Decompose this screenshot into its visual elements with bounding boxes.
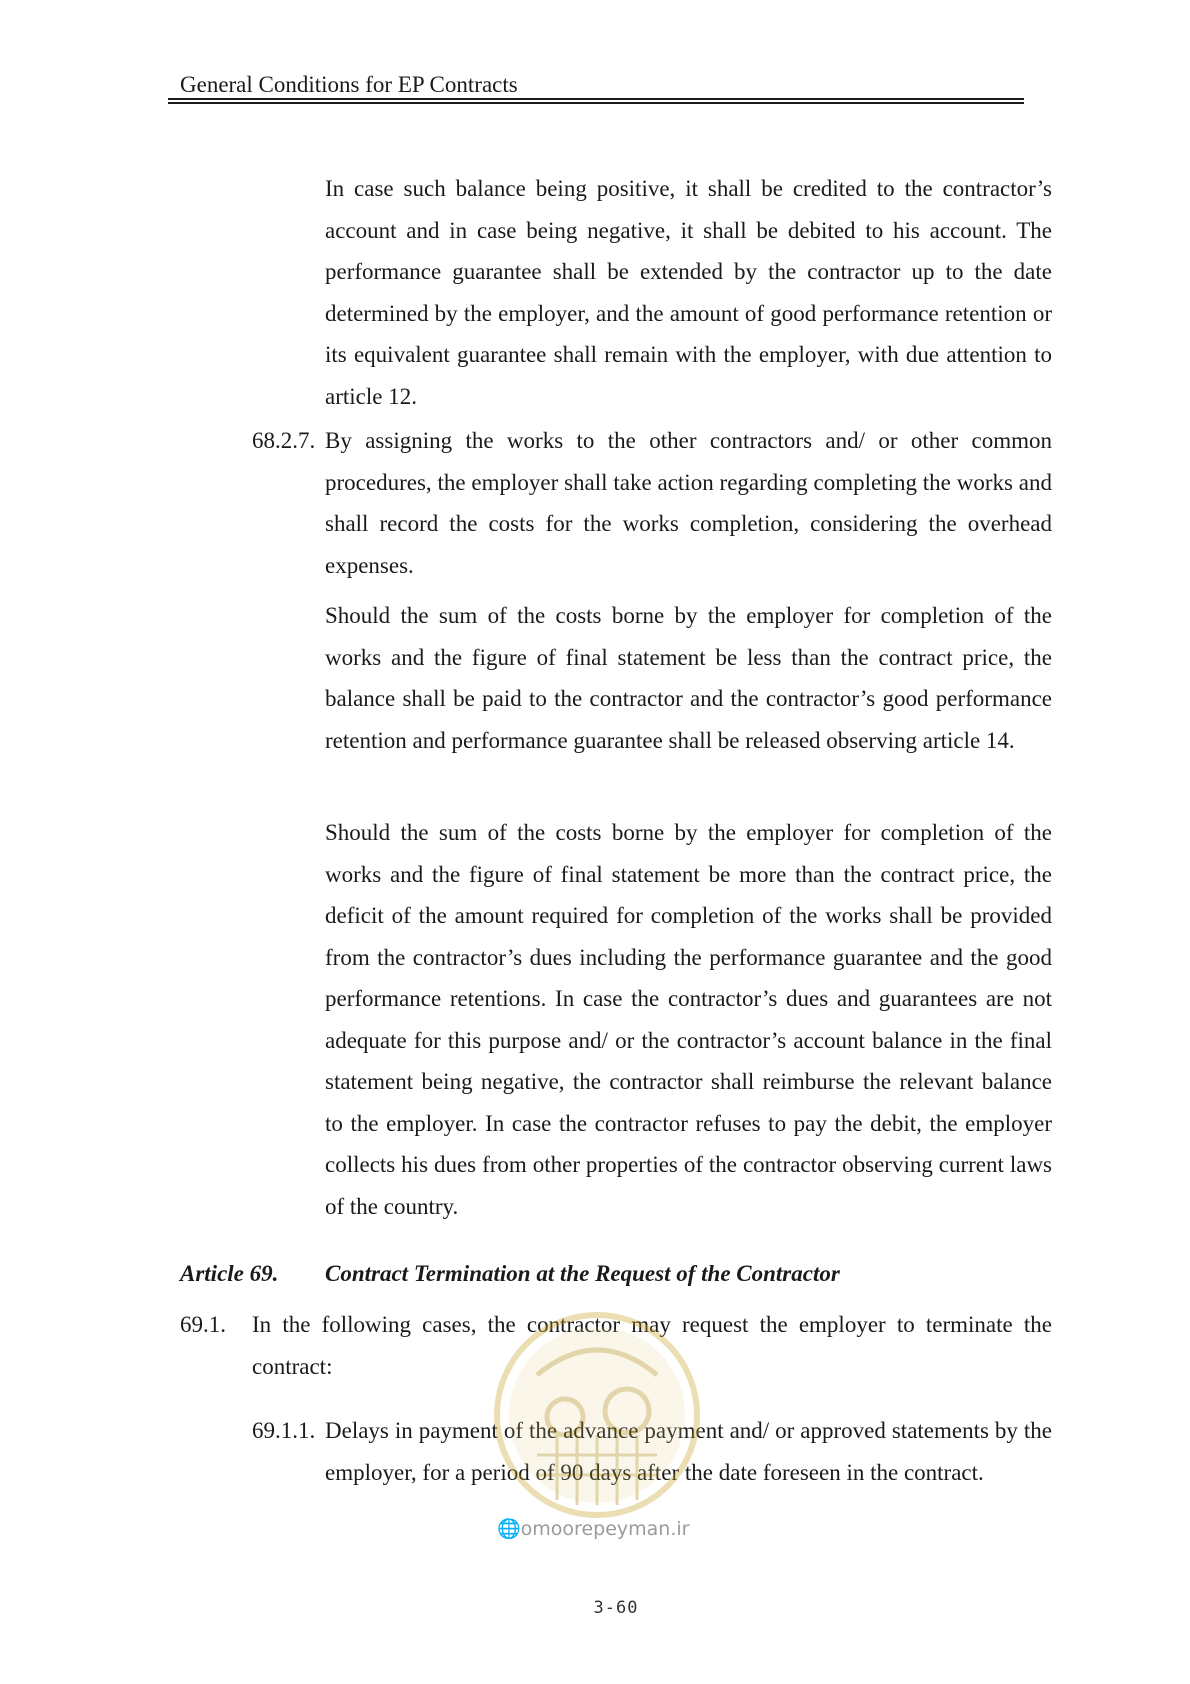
clause-69-1-text: In the following cases, the contractor may request the employer to terminate the contract:: [252, 1312, 1052, 1379]
header-double-rule: [168, 98, 1024, 104]
article-title: Contract Termination at the Request of the Contractor: [325, 1261, 840, 1286]
page-number: 3-60: [593, 1598, 639, 1618]
clause-number-68-2-7: 68.2.7.: [252, 428, 316, 453]
paragraph-costs-more: Should the sum of the costs borne by the employer for completion of the works and the figure of final statement be more than the contract price, the deficit of the amount required for completion of the works shall be provided from the contractor’s dues including the performance guarantee and the good performance retentions. In case the contractor’s dues and guarantees are not adequate for this purpose and/ or the contractor’s account balance in the final statement being negative, the contractor shall reimburse the relevant balance to the employer. In case the contractor refuses to pay the debit, the employer collects his dues from other properties of the contractor observing current laws of the country.: [325, 820, 1052, 1219]
paragraph-costs-less: Should the sum of the costs borne by the employer for completion of the works and the figure of final statement be less than the contract price, the balance shall be paid to the contractor and the contractor’s good performance retention and performance guarantee shall be released observing article 14.: [325, 603, 1052, 753]
document-title: General Conditions for EP Contracts: [180, 72, 518, 97]
article-number: Article 69.: [180, 1261, 279, 1286]
clause-69-1-1-text: Delays in payment of the advance payment and/ or approved statements by the employer, for a period of 90 days after the date foreseen in the contract.: [325, 1418, 1052, 1485]
globe-icon: 🌐: [497, 1518, 521, 1540]
paragraph-balance: In case such balance being positive, it shall be credited to the contractor’s account and in case being negative, it shall be debited to his account. The performance guarantee shall be extended by the contractor up to the date determined by the employer, and the amount of good performance retention or its equivalent guarantee shall remain with the employer, with due attention to article 12.: [325, 176, 1052, 409]
clause-68-2-7-text: By assigning the works to the other contractors and/ or other common procedures, the employer shall take action regarding completing the works and shall record the costs for the works completion, considering the overhead expenses.: [325, 428, 1052, 578]
clause-number-69-1: 69.1.: [180, 1312, 226, 1337]
clause-number-69-1-1: 69.1.1.: [252, 1418, 316, 1443]
watermark-url: 🌐omoorepeyman.ir: [497, 1518, 690, 1540]
